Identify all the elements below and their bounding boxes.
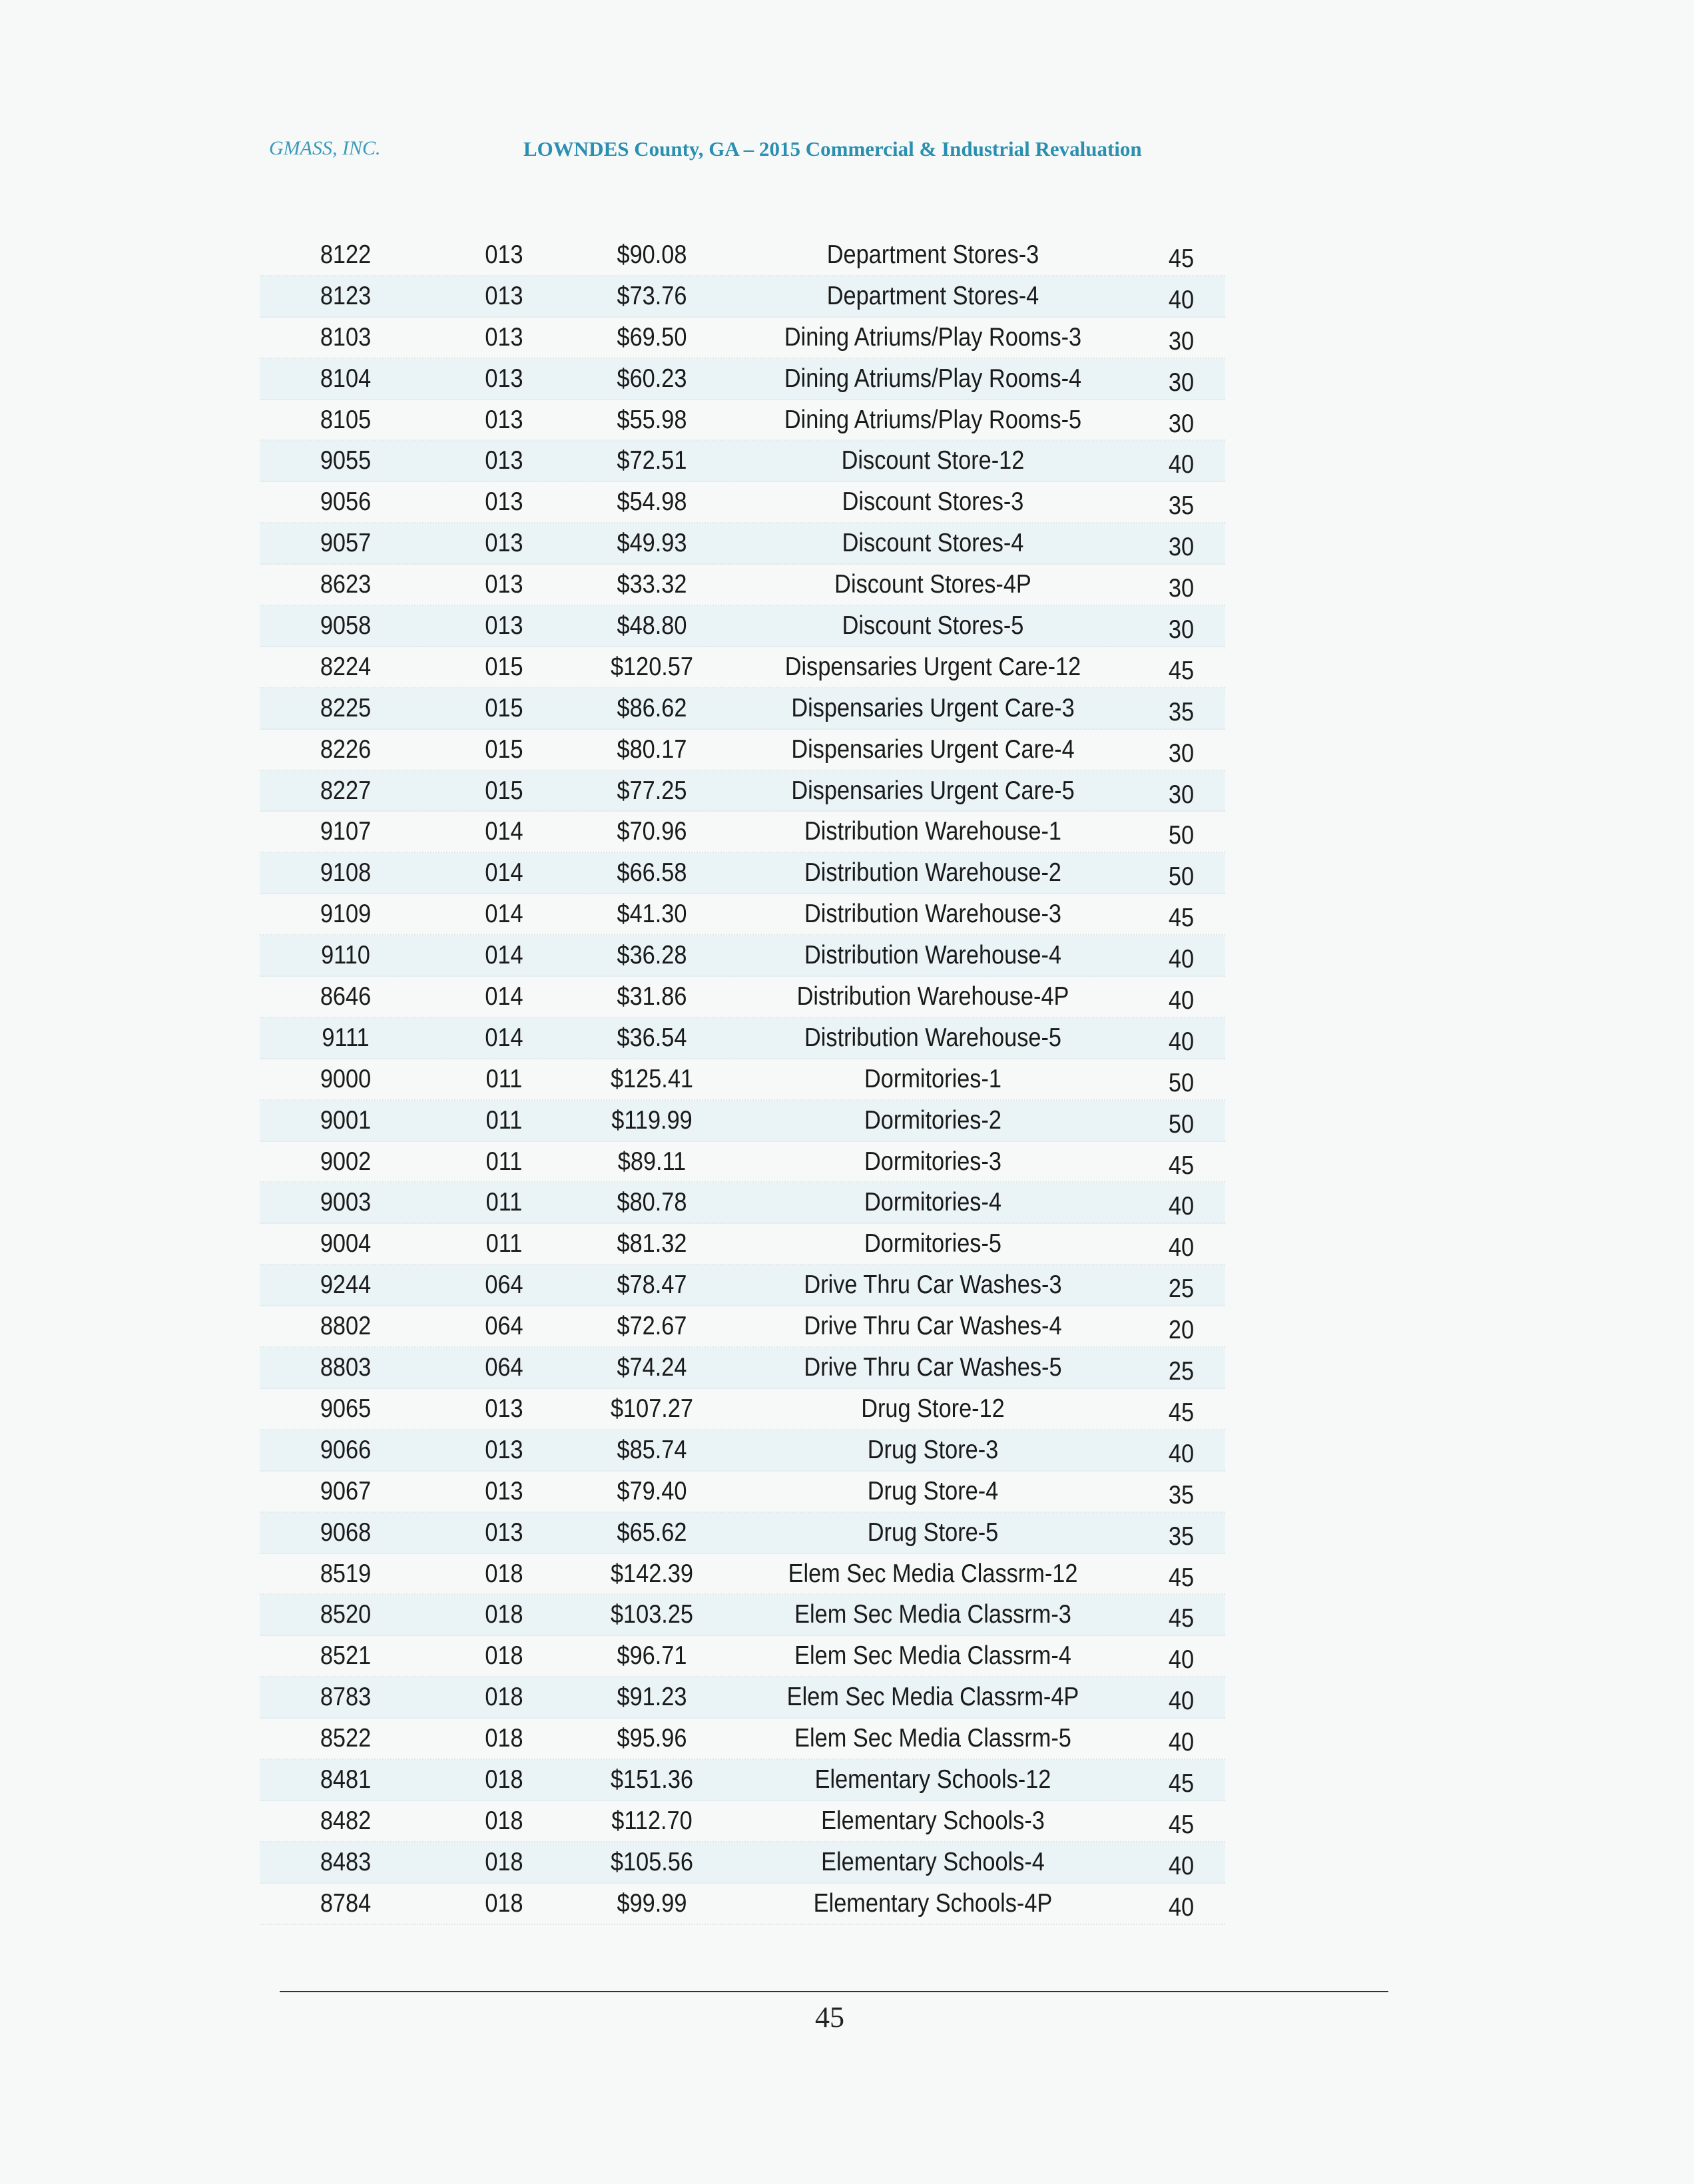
- code-cell: 9107: [320, 817, 372, 846]
- class-cell: 013: [485, 405, 523, 434]
- cost-per-sqft-cell: $55.98: [617, 405, 687, 434]
- code-cell: 8123: [320, 281, 372, 310]
- table-row: [260, 1760, 1225, 1801]
- code-cell: 9109: [320, 900, 372, 929]
- class-cell: 011: [485, 1188, 523, 1217]
- life-years-cell: 40: [1168, 450, 1195, 479]
- cost-per-sqft-cell: $119.99: [611, 1105, 693, 1135]
- occupancy-description-cell: Discount Stores-4P: [834, 570, 1031, 599]
- cost-per-sqft-cell: $33.32: [617, 570, 687, 599]
- table-row: [260, 771, 1225, 812]
- occupancy-description-cell: Distribution Warehouse-5: [804, 1023, 1061, 1052]
- table-row: [260, 1389, 1225, 1430]
- occupancy-description-cell: Elem Sec Media Classrm-3: [794, 1600, 1071, 1629]
- life-years-cell: 45: [1168, 1604, 1195, 1633]
- cost-per-sqft-cell: $112.70: [611, 1806, 693, 1835]
- class-cell: 013: [485, 570, 523, 599]
- cost-per-sqft-cell: $80.17: [617, 734, 687, 764]
- occupancy-description-cell: Elementary Schools-12: [814, 1765, 1051, 1794]
- occupancy-description-cell: Distribution Warehouse-1: [804, 817, 1061, 846]
- life-years-cell: 45: [1168, 904, 1195, 933]
- class-cell: 015: [485, 776, 523, 805]
- life-years-cell: 40: [1168, 945, 1195, 974]
- occupancy-description-cell: Department Stores-3: [826, 240, 1039, 269]
- occupancy-description-cell: Dormitories-1: [864, 1064, 1001, 1093]
- code-cell: 9003: [320, 1188, 372, 1217]
- class-cell: 018: [485, 1724, 523, 1753]
- code-cell: 8802: [320, 1312, 372, 1341]
- life-years-cell: 20: [1168, 1316, 1195, 1345]
- table-row: [260, 977, 1225, 1018]
- life-years-cell: 40: [1168, 1687, 1195, 1716]
- life-years-cell: 45: [1168, 244, 1195, 273]
- occupancy-description-cell: Drug Store-12: [861, 1394, 1005, 1423]
- code-cell: 8520: [320, 1600, 372, 1629]
- occupancy-description-cell: Discount Stores-5: [842, 611, 1024, 641]
- table-row: [260, 1348, 1225, 1389]
- table-row: [260, 1513, 1225, 1554]
- table-row: [260, 730, 1225, 771]
- cost-per-sqft-cell: $78.47: [617, 1270, 687, 1300]
- table-row: [260, 1842, 1225, 1884]
- code-cell: 9001: [320, 1105, 372, 1135]
- code-cell: 8521: [320, 1641, 372, 1671]
- table-row: [260, 853, 1225, 894]
- class-cell: 011: [485, 1105, 523, 1135]
- class-cell: 018: [485, 1600, 523, 1629]
- table-row: [260, 1224, 1225, 1265]
- table-row: [260, 1059, 1225, 1101]
- code-cell: 9000: [320, 1064, 372, 1093]
- occupancy-description-cell: Elementary Schools-4P: [813, 1888, 1053, 1918]
- occupancy-description-cell: Dormitories-4: [864, 1188, 1001, 1217]
- class-cell: 013: [485, 281, 523, 310]
- occupancy-description-cell: Dormitories-5: [864, 1229, 1001, 1258]
- class-cell: 015: [485, 734, 523, 764]
- cost-per-sqft-cell: $60.23: [617, 364, 687, 393]
- life-years-cell: 35: [1168, 1480, 1195, 1509]
- table-row: [260, 1183, 1225, 1224]
- class-cell: 013: [485, 322, 523, 352]
- cost-per-sqft-cell: $36.28: [617, 941, 687, 970]
- class-cell: 013: [485, 1435, 523, 1464]
- code-cell: 9004: [320, 1229, 372, 1258]
- table-row: [260, 606, 1225, 647]
- occupancy-description-cell: Discount Stores-3: [842, 487, 1024, 517]
- occupancy-description-cell: Distribution Warehouse-3: [804, 900, 1061, 929]
- class-cell: 014: [485, 858, 523, 888]
- class-cell: 018: [485, 1847, 523, 1876]
- occupancy-description-cell: Dining Atriums/Play Rooms-3: [784, 322, 1082, 352]
- class-cell: 013: [485, 611, 523, 641]
- class-cell: 013: [485, 529, 523, 558]
- class-cell: 011: [485, 1229, 523, 1258]
- life-years-cell: 45: [1168, 1769, 1195, 1798]
- occupancy-description-cell: Dispensaries Urgent Care-3: [791, 693, 1075, 722]
- life-years-cell: 45: [1168, 1563, 1195, 1592]
- code-cell: 9110: [321, 941, 370, 970]
- cost-per-sqft-cell: $69.50: [617, 322, 687, 352]
- table-row: [260, 400, 1225, 441]
- table-row: [260, 1636, 1225, 1677]
- occupancy-description-cell: Dormitories-3: [864, 1147, 1001, 1176]
- cost-per-sqft-cell: $41.30: [617, 900, 687, 929]
- code-cell: 8226: [320, 734, 372, 764]
- cost-per-sqft-cell: $125.41: [610, 1064, 694, 1093]
- life-years-cell: 35: [1168, 491, 1195, 521]
- cost-per-sqft-cell: $48.80: [617, 611, 687, 641]
- document-title: LOWNDES County, GA – 2015 Commercial & Industrial Revaluation: [523, 137, 1142, 160]
- class-cell: 014: [485, 817, 523, 846]
- cost-per-sqft-cell: $96.71: [617, 1641, 687, 1671]
- occupancy-description-cell: Distribution Warehouse-4: [804, 941, 1061, 970]
- cost-per-sqft-cell: $54.98: [617, 487, 687, 517]
- code-cell: 8227: [320, 776, 372, 805]
- code-cell: 8103: [320, 322, 372, 352]
- class-cell: 015: [485, 693, 523, 722]
- code-cell: 9056: [320, 487, 372, 517]
- cost-per-sqft-cell: $142.39: [610, 1559, 694, 1588]
- cost-per-sqft-cell: $120.57: [610, 652, 694, 681]
- life-years-cell: 40: [1168, 1439, 1195, 1468]
- life-years-cell: 40: [1168, 1645, 1195, 1675]
- code-cell: 9108: [320, 858, 372, 888]
- occupancy-description-cell: Elem Sec Media Classrm-5: [794, 1724, 1071, 1753]
- cost-per-sqft-cell: $36.54: [617, 1023, 687, 1052]
- class-cell: 014: [485, 1023, 523, 1052]
- code-cell: 8783: [320, 1683, 372, 1712]
- occupancy-description-cell: Drive Thru Car Washes-3: [804, 1270, 1062, 1300]
- table-row: [260, 1018, 1225, 1059]
- table-row: [260, 276, 1225, 318]
- life-years-cell: 40: [1168, 1192, 1195, 1221]
- life-years-cell: 30: [1168, 780, 1195, 809]
- class-cell: 014: [485, 900, 523, 929]
- table-row: [260, 812, 1225, 853]
- occupancy-description-cell: Elem Sec Media Classrm-4: [794, 1641, 1071, 1671]
- occupancy-description-cell: Dining Atriums/Play Rooms-5: [784, 405, 1082, 434]
- class-cell: 018: [485, 1888, 523, 1918]
- cost-per-sqft-cell: $90.08: [617, 240, 687, 269]
- occupancy-description-cell: Department Stores-4: [826, 281, 1039, 310]
- code-cell: 9068: [320, 1517, 372, 1547]
- cost-per-sqft-cell: $72.67: [617, 1312, 687, 1341]
- cost-per-sqft-cell: $66.58: [617, 858, 687, 888]
- class-cell: 013: [485, 1394, 523, 1423]
- code-cell: 8483: [320, 1847, 372, 1876]
- life-years-cell: 30: [1168, 533, 1195, 562]
- class-cell: 018: [485, 1765, 523, 1794]
- life-years-cell: 35: [1168, 697, 1195, 726]
- table-row: [260, 647, 1225, 688]
- class-cell: 011: [485, 1147, 523, 1176]
- code-cell: 9244: [320, 1270, 372, 1300]
- table-row: [260, 523, 1225, 565]
- cost-per-sqft-cell: $81.32: [617, 1229, 687, 1258]
- class-cell: 018: [485, 1559, 523, 1588]
- class-cell: 013: [485, 1476, 523, 1505]
- occupancy-description-cell: Elem Sec Media Classrm-12: [788, 1559, 1078, 1588]
- class-cell: 013: [485, 240, 523, 269]
- occupancy-description-cell: Distribution Warehouse-4P: [796, 982, 1069, 1011]
- class-cell: 013: [485, 364, 523, 393]
- occupancy-description-cell: Dormitories-2: [864, 1105, 1001, 1135]
- table-row: [260, 565, 1225, 606]
- occupancy-description-cell: Drive Thru Car Washes-5: [804, 1353, 1062, 1382]
- cost-per-sqft-cell: $70.96: [617, 817, 687, 846]
- life-years-cell: 35: [1168, 1521, 1195, 1551]
- life-years-cell: 40: [1168, 1233, 1195, 1262]
- cost-per-sqft-cell: $72.51: [617, 446, 687, 475]
- life-years-cell: 50: [1168, 1109, 1195, 1139]
- cost-per-sqft-cell: $99.99: [617, 1888, 687, 1918]
- life-years-cell: 30: [1168, 326, 1195, 356]
- code-cell: 9002: [320, 1147, 372, 1176]
- occupancy-description-cell: Discount Stores-4: [842, 529, 1024, 558]
- table-row: [260, 235, 1225, 276]
- cost-per-sqft-cell: $151.36: [610, 1765, 694, 1794]
- occupancy-description-cell: Elementary Schools-3: [821, 1806, 1045, 1835]
- class-cell: 013: [485, 1517, 523, 1547]
- cost-per-sqft-cell: $91.23: [617, 1683, 687, 1712]
- life-years-cell: 30: [1168, 409, 1195, 438]
- occupancy-description-cell: Discount Store-12: [841, 446, 1025, 475]
- code-cell: 9057: [320, 529, 372, 558]
- class-cell: 011: [485, 1064, 523, 1093]
- code-cell: 8803: [320, 1353, 372, 1382]
- life-years-cell: 30: [1168, 738, 1195, 768]
- occupancy-description-cell: Drive Thru Car Washes-4: [804, 1312, 1062, 1341]
- table-row: [260, 1472, 1225, 1513]
- table-row: [260, 894, 1225, 936]
- company-name: GMASS, INC.: [269, 137, 381, 159]
- code-cell: 9055: [320, 446, 372, 475]
- cost-per-sqft-cell: $77.25: [617, 776, 687, 805]
- life-years-cell: 45: [1168, 1810, 1195, 1839]
- occupancy-description-cell: Distribution Warehouse-2: [804, 858, 1061, 888]
- life-years-cell: 45: [1168, 656, 1195, 685]
- table-row: [260, 1884, 1225, 1925]
- occupancy-description-cell: Dispensaries Urgent Care-12: [784, 652, 1081, 681]
- footer-divider: [280, 1991, 1388, 1992]
- occupancy-description-cell: Dining Atriums/Play Rooms-4: [784, 364, 1082, 393]
- life-years-cell: 30: [1168, 574, 1195, 603]
- cost-per-sqft-cell: $65.62: [617, 1517, 687, 1547]
- table-row: [260, 482, 1225, 523]
- life-years-cell: 40: [1168, 285, 1195, 314]
- cost-per-sqft-cell: $85.74: [617, 1435, 687, 1464]
- life-years-cell: 45: [1168, 1151, 1195, 1180]
- code-cell: 8105: [320, 405, 372, 434]
- cost-per-sqft-cell: $31.86: [617, 982, 687, 1011]
- occupancy-description-cell: Drug Store-3: [867, 1435, 999, 1464]
- table-row: [260, 1142, 1225, 1183]
- life-years-cell: 40: [1168, 1027, 1195, 1056]
- class-cell: 064: [485, 1312, 523, 1341]
- class-cell: 013: [485, 487, 523, 517]
- cost-per-sqft-cell: $74.24: [617, 1353, 687, 1382]
- cost-table: [260, 235, 1225, 1925]
- life-years-cell: 40: [1168, 986, 1195, 1015]
- code-cell: 9067: [320, 1476, 372, 1505]
- class-cell: 014: [485, 982, 523, 1011]
- cost-per-sqft-cell: $107.27: [610, 1394, 694, 1423]
- occupancy-description-cell: Dispensaries Urgent Care-5: [791, 776, 1075, 805]
- code-cell: 9111: [322, 1023, 370, 1052]
- code-cell: 8481: [320, 1765, 372, 1794]
- life-years-cell: 40: [1168, 1851, 1195, 1880]
- cost-per-sqft-cell: $103.25: [610, 1600, 694, 1629]
- class-cell: 013: [485, 446, 523, 475]
- life-years-cell: 50: [1168, 1068, 1195, 1097]
- occupancy-description-cell: Drug Store-4: [867, 1476, 999, 1505]
- cost-per-sqft-cell: $80.78: [617, 1188, 687, 1217]
- code-cell: 8522: [320, 1724, 372, 1753]
- class-cell: 018: [485, 1683, 523, 1712]
- life-years-cell: 45: [1168, 1398, 1195, 1427]
- occupancy-description-cell: Dispensaries Urgent Care-4: [791, 734, 1075, 764]
- table-row: [260, 1430, 1225, 1472]
- life-years-cell: 25: [1168, 1357, 1195, 1386]
- code-cell: 8104: [320, 364, 372, 393]
- cost-per-sqft-cell: $79.40: [617, 1476, 687, 1505]
- page-number: 45: [815, 2001, 844, 2034]
- class-cell: 064: [485, 1353, 523, 1382]
- life-years-cell: 40: [1168, 1892, 1195, 1922]
- table-row: [260, 936, 1225, 977]
- class-cell: 014: [485, 941, 523, 970]
- code-cell: 9058: [320, 611, 372, 641]
- table-row: [260, 1554, 1225, 1595]
- occupancy-description-cell: Drug Store-5: [867, 1517, 999, 1547]
- code-cell: 9066: [320, 1435, 372, 1464]
- cost-per-sqft-cell: $86.62: [617, 693, 687, 722]
- life-years-cell: 40: [1168, 1728, 1195, 1757]
- cost-per-sqft-cell: $95.96: [617, 1724, 687, 1753]
- code-cell: 8224: [320, 652, 372, 681]
- life-years-cell: 30: [1168, 615, 1195, 645]
- class-cell: 018: [485, 1806, 523, 1835]
- cost-per-sqft-cell: $89.11: [617, 1147, 687, 1176]
- life-years-cell: 25: [1168, 1274, 1195, 1304]
- table-row: [260, 1801, 1225, 1842]
- table-row: [260, 1101, 1225, 1142]
- code-cell: 8623: [320, 570, 372, 599]
- code-cell: 8519: [320, 1559, 372, 1588]
- class-cell: 064: [485, 1270, 523, 1300]
- code-cell: 8225: [320, 693, 372, 722]
- table-row: [260, 1306, 1225, 1348]
- cost-per-sqft-cell: $105.56: [610, 1847, 694, 1876]
- life-years-cell: 50: [1168, 862, 1195, 892]
- class-cell: 018: [485, 1641, 523, 1671]
- code-cell: 8122: [320, 240, 372, 269]
- table-row: [260, 1595, 1225, 1636]
- table-row: [260, 1719, 1225, 1760]
- table-row: [260, 688, 1225, 730]
- table-row: [260, 359, 1225, 400]
- code-cell: 8646: [320, 982, 372, 1011]
- table-row: [260, 318, 1225, 359]
- table-row: [260, 441, 1225, 482]
- code-cell: 8784: [320, 1888, 372, 1918]
- cost-per-sqft-cell: $49.93: [617, 529, 687, 558]
- code-cell: 9065: [320, 1394, 372, 1423]
- table-row: [260, 1265, 1225, 1306]
- occupancy-description-cell: Elem Sec Media Classrm-4P: [786, 1683, 1079, 1712]
- occupancy-description-cell: Elementary Schools-4: [821, 1847, 1045, 1876]
- cost-per-sqft-cell: $73.76: [617, 281, 687, 310]
- class-cell: 015: [485, 652, 523, 681]
- life-years-cell: 50: [1168, 821, 1195, 850]
- code-cell: 8482: [320, 1806, 372, 1835]
- table-row: [260, 1677, 1225, 1719]
- life-years-cell: 30: [1168, 368, 1195, 397]
